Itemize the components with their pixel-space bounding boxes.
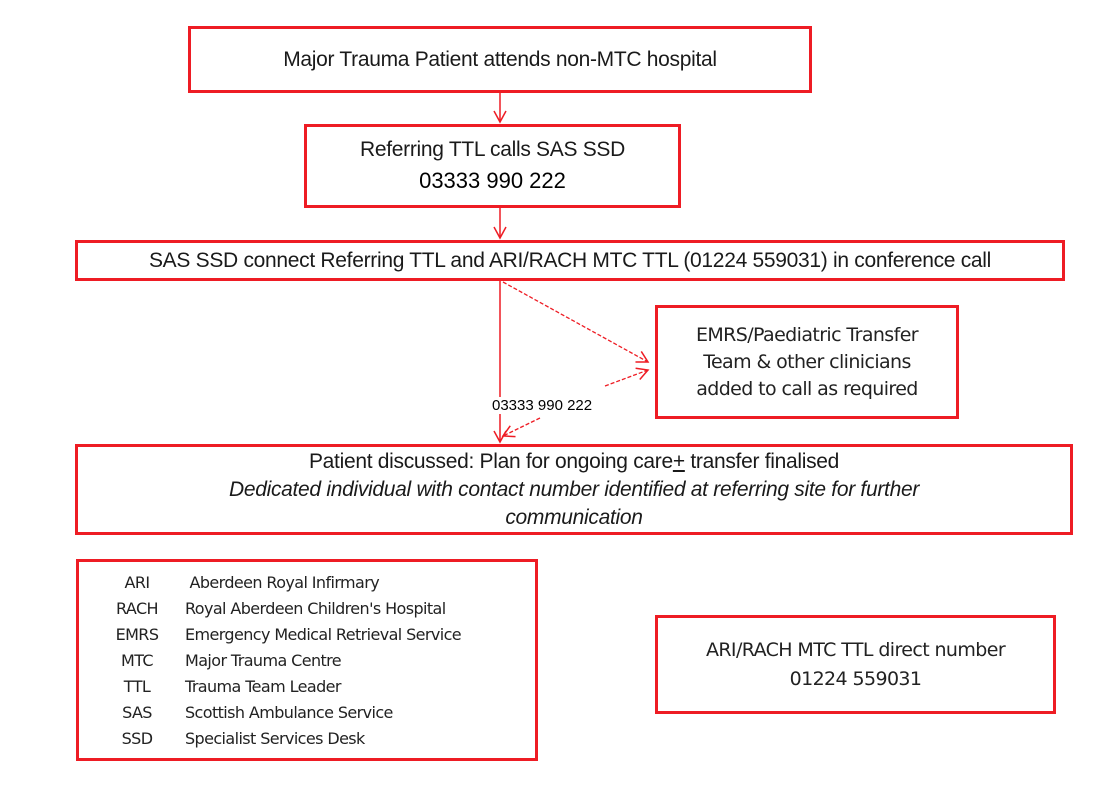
glossary-row [89,621,461,647]
plus-minus-symbol: + [672,449,685,473]
glossary-abbr: TTL [123,676,151,696]
side-box-emrs [655,305,959,419]
glossary-abbr: SAS [122,702,152,722]
direct-number-box [655,615,1056,714]
step4-line1 [309,448,839,476]
step4-line1-before: Patient discussed: Plan for ongoing care [308,449,673,473]
direct-number-label: ARI/RACH MTC TTL direct number [705,638,1006,661]
step4-box [75,444,1073,535]
step3-text: SAS SSD connect Referring TTL and ARI/RACH MTC TTL (01224 559031) in conference call [148,248,992,272]
step4-line3: communication [505,505,643,529]
step2-box [304,124,681,208]
glossary-row [89,595,446,621]
step2-phone: 03333 990 222 [419,168,566,193]
dashed-arrow-to-step4 [503,418,540,436]
glossary-meaning: Trauma Team Leader [185,676,341,696]
step1-box [188,26,812,93]
glossary-row [89,699,393,725]
dashed-arrow-from-phone-to-side-box [605,370,648,386]
side-box-line: EMRS/Paediatric Transfer [695,323,918,346]
glossary-row [89,725,365,751]
glossary-abbr: MTC [120,650,153,670]
glossary-meaning: Major Trauma Centre [185,650,342,670]
glossary-meaning: Scottish Ambulance Service [185,702,393,722]
step4-line1-after: transfer finalised [684,449,840,473]
glossary-row [89,673,341,699]
glossary-abbr: ARI [124,572,150,592]
glossary-meaning: Emergency Medical Retrieval Service [185,624,462,644]
glossary-abbr: SSD [121,728,153,748]
glossary-meaning: Royal Aberdeen Children's Hospital [185,598,446,618]
step2-text: Referring TTL calls SAS SSD [360,138,625,161]
glossary-meaning: Aberdeen Royal Infirmary [185,572,380,592]
glossary-meaning: Specialist Services Desk [185,728,365,748]
side-box-line: added to call as required [696,377,918,400]
side-phone-label: 03333 990 222 [492,397,593,414]
glossary-abbr: EMRS [115,624,159,644]
step1-text: Major Trauma Patient attends non-MTC hospital [283,47,717,71]
glossary-row [89,647,341,673]
glossary-row [89,569,379,595]
step4-line2: Dedicated individual with contact number identified at referring site for further [228,477,920,501]
glossary-box [76,559,538,761]
dashed-arrow-to-side-box [503,282,648,362]
side-box-line: Team & other clinicians [703,350,911,373]
step3-box [75,240,1065,281]
glossary-abbr: RACH [116,598,158,618]
direct-number-value: 01224 559031 [789,667,922,690]
